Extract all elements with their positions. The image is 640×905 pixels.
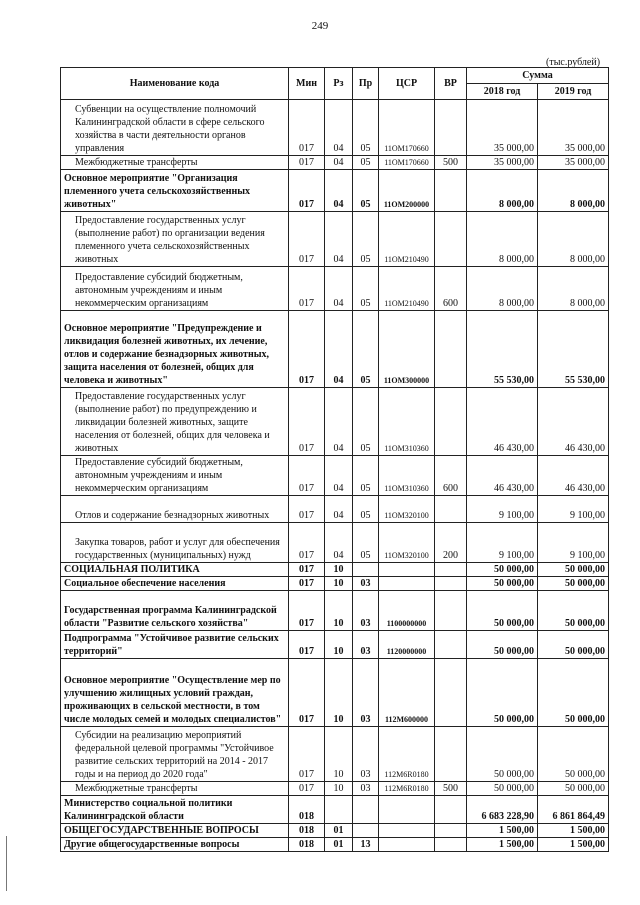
cell-y2019: 1 500,00 [538, 824, 609, 838]
table-row [61, 838, 609, 852]
cell-pr: 05 [353, 456, 379, 496]
cell-vr [435, 170, 467, 212]
cell-vr: 600 [435, 456, 467, 496]
cell-pr: 05 [353, 496, 379, 523]
table-row [61, 659, 609, 727]
cell-csr [379, 577, 435, 591]
cell-min: 017 [289, 659, 325, 727]
cell-min: 017 [289, 496, 325, 523]
cell-min: 017 [289, 311, 325, 388]
cell-csr: 1100000000 [379, 591, 435, 631]
cell-pr: 05 [353, 388, 379, 456]
cell-y2018: 50 000,00 [467, 631, 538, 659]
header-csr: ЦСР [379, 68, 435, 100]
cell-csr: 112М6R0180 [379, 727, 435, 782]
cell-pr: 03 [353, 591, 379, 631]
cell-min: 017 [289, 782, 325, 796]
cell-pr: 05 [353, 523, 379, 563]
cell-csr: 11ОМ310360 [379, 456, 435, 496]
cell-min: 017 [289, 631, 325, 659]
cell-name: ОБЩЕГОСУДАРСТВЕННЫЕ ВОПРОСЫ [61, 824, 289, 838]
cell-rz: 10 [325, 591, 353, 631]
table-row [61, 267, 609, 311]
cell-y2019: 50 000,00 [538, 727, 609, 782]
cell-name: Предоставление субсидий бюджетным, автономным учреждениям и иным некоммерческим организациям [61, 267, 289, 311]
table-row [61, 796, 609, 824]
table-row [61, 523, 609, 563]
cell-y2018: 50 000,00 [467, 727, 538, 782]
units-label: (тыс.рублей) [546, 57, 601, 68]
cell-y2019: 8 000,00 [538, 267, 609, 311]
cell-rz: 04 [325, 170, 353, 212]
cell-y2019: 8 000,00 [538, 212, 609, 267]
cell-csr: 11ОМ170660 [379, 100, 435, 156]
cell-name: Другие общегосударственные вопросы [61, 838, 289, 852]
cell-csr: 11ОМ310360 [379, 388, 435, 456]
cell-y2018: 46 430,00 [467, 388, 538, 456]
cell-pr: 05 [353, 212, 379, 267]
cell-y2018: 50 000,00 [467, 659, 538, 727]
table-row [61, 727, 609, 782]
header-pr: Пр [353, 68, 379, 100]
header-min: Мин [289, 68, 325, 100]
table-row [61, 577, 609, 591]
cell-rz: 10 [325, 659, 353, 727]
cell-csr: 11ОМ300000 [379, 311, 435, 388]
cell-y2018: 50 000,00 [467, 591, 538, 631]
cell-vr [435, 577, 467, 591]
cell-vr [435, 212, 467, 267]
cell-rz: 10 [325, 782, 353, 796]
cell-csr [379, 796, 435, 824]
cell-name: Основное мероприятие "Осуществление мер по улучшению жилищных условий граждан, проживающих в сельской местности, в том числе молодых семей и молодых специалистов" [61, 659, 289, 727]
table-row [61, 100, 609, 156]
cell-y2018: 9 100,00 [467, 496, 538, 523]
table-row [61, 456, 609, 496]
table-row [61, 170, 609, 212]
cell-vr [435, 659, 467, 727]
cell-y2018: 8 000,00 [467, 170, 538, 212]
cell-y2018: 8 000,00 [467, 267, 538, 311]
cell-rz: 04 [325, 523, 353, 563]
cell-y2019: 50 000,00 [538, 631, 609, 659]
cell-csr: 112М600000 [379, 659, 435, 727]
cell-vr: 600 [435, 267, 467, 311]
cell-vr [435, 388, 467, 456]
cell-pr: 05 [353, 156, 379, 170]
header-2018: 2018 год [467, 84, 538, 100]
cell-rz: 04 [325, 100, 353, 156]
cell-min: 017 [289, 100, 325, 156]
cell-csr: 1120000000 [379, 631, 435, 659]
cell-pr: 13 [353, 838, 379, 852]
cell-y2019: 8 000,00 [538, 170, 609, 212]
cell-min: 018 [289, 838, 325, 852]
cell-y2019: 9 100,00 [538, 523, 609, 563]
cell-min: 018 [289, 824, 325, 838]
cell-vr [435, 796, 467, 824]
cell-rz: 10 [325, 727, 353, 782]
cell-csr: 11ОМ210490 [379, 212, 435, 267]
cell-pr: 03 [353, 659, 379, 727]
cell-min: 017 [289, 212, 325, 267]
cell-name: Субвенции на осуществление полномочий Калининградской области в сфере сельского хозяйства в части деятельности органов управления [61, 100, 289, 156]
cell-name: Предоставление государственных услуг (выполнение работ) по организации ведения племенного учета сельскохозяйственных животных [61, 212, 289, 267]
cell-name: Социальное обеспечение населения [61, 577, 289, 591]
cell-csr: 112М6R0180 [379, 782, 435, 796]
cell-pr: 03 [353, 727, 379, 782]
cell-vr [435, 100, 467, 156]
cell-rz: 04 [325, 388, 353, 456]
header-2019: 2019 год [538, 84, 609, 100]
cell-y2018: 35 000,00 [467, 100, 538, 156]
cell-pr: 03 [353, 782, 379, 796]
cell-name: Основное мероприятие "Предупреждение и ликвидация болезней животных, их лечение, отлов и содержание безнадзорных животных, защита населения от болезней, общих для человека и животных" [61, 311, 289, 388]
table-row [61, 156, 609, 170]
cell-csr [379, 563, 435, 577]
cell-name: Закупка товаров, работ и услуг для обеспечения государственных (муниципальных) нужд [61, 523, 289, 563]
cell-rz: 04 [325, 456, 353, 496]
cell-y2018: 1 500,00 [467, 838, 538, 852]
margin-mark [6, 836, 7, 891]
cell-y2019: 35 000,00 [538, 156, 609, 170]
cell-pr: 05 [353, 170, 379, 212]
cell-y2018: 50 000,00 [467, 563, 538, 577]
cell-pr [353, 796, 379, 824]
cell-y2018: 35 000,00 [467, 156, 538, 170]
cell-pr [353, 563, 379, 577]
cell-rz: 10 [325, 631, 353, 659]
table-body [61, 100, 609, 852]
header-name: Наименование кода [61, 68, 289, 100]
cell-min: 018 [289, 796, 325, 824]
table-row [61, 388, 609, 456]
table-row [61, 563, 609, 577]
cell-y2019: 50 000,00 [538, 563, 609, 577]
cell-y2018: 50 000,00 [467, 577, 538, 591]
cell-y2019: 46 430,00 [538, 456, 609, 496]
cell-name: Предоставление субсидий бюджетным, автономным учреждениям и иным некоммерческим организациям [61, 456, 289, 496]
cell-rz: 01 [325, 838, 353, 852]
cell-pr: 03 [353, 577, 379, 591]
cell-min: 017 [289, 170, 325, 212]
cell-min: 017 [289, 267, 325, 311]
cell-y2019: 6 861 864,49 [538, 796, 609, 824]
cell-rz: 04 [325, 212, 353, 267]
cell-csr: 11ОМ210490 [379, 267, 435, 311]
cell-vr [435, 824, 467, 838]
cell-min: 017 [289, 563, 325, 577]
table-row [61, 212, 609, 267]
cell-min: 017 [289, 523, 325, 563]
cell-csr: 11ОМ200000 [379, 170, 435, 212]
cell-y2019: 50 000,00 [538, 659, 609, 727]
cell-name: СОЦИАЛЬНАЯ ПОЛИТИКА [61, 563, 289, 577]
cell-y2018: 1 500,00 [467, 824, 538, 838]
cell-csr [379, 838, 435, 852]
cell-vr: 500 [435, 782, 467, 796]
table-row [61, 782, 609, 796]
cell-y2019: 46 430,00 [538, 388, 609, 456]
cell-name: Межбюджетные трансферты [61, 782, 289, 796]
cell-pr [353, 824, 379, 838]
cell-vr [435, 563, 467, 577]
table-row [61, 311, 609, 388]
cell-vr [435, 311, 467, 388]
table-row [61, 591, 609, 631]
cell-vr [435, 591, 467, 631]
cell-rz [325, 796, 353, 824]
cell-csr: 11ОМ320100 [379, 523, 435, 563]
cell-y2019: 50 000,00 [538, 591, 609, 631]
cell-y2019: 55 530,00 [538, 311, 609, 388]
cell-y2018: 9 100,00 [467, 523, 538, 563]
cell-rz: 04 [325, 311, 353, 388]
cell-vr: 500 [435, 156, 467, 170]
header-vr: ВР [435, 68, 467, 100]
cell-csr: 11ОМ320100 [379, 496, 435, 523]
cell-rz: 10 [325, 577, 353, 591]
cell-pr: 05 [353, 100, 379, 156]
table-row [61, 824, 609, 838]
cell-name: Отлов и содержание безнадзорных животных [61, 496, 289, 523]
cell-min: 017 [289, 577, 325, 591]
cell-pr: 05 [353, 267, 379, 311]
budget-table [60, 67, 609, 852]
cell-y2018: 55 530,00 [467, 311, 538, 388]
cell-y2019: 1 500,00 [538, 838, 609, 852]
cell-y2019: 50 000,00 [538, 577, 609, 591]
cell-name: Межбюджетные трансферты [61, 156, 289, 170]
cell-name: Подпрограмма "Устойчивое развитие сельских территорий" [61, 631, 289, 659]
cell-min: 017 [289, 456, 325, 496]
cell-vr [435, 727, 467, 782]
cell-rz: 10 [325, 563, 353, 577]
cell-pr: 03 [353, 631, 379, 659]
cell-rz: 04 [325, 496, 353, 523]
cell-y2018: 46 430,00 [467, 456, 538, 496]
cell-y2018: 8 000,00 [467, 212, 538, 267]
cell-name: Государственная программа Калининградской области "Развитие сельского хозяйства" [61, 591, 289, 631]
cell-y2019: 35 000,00 [538, 100, 609, 156]
cell-y2018: 50 000,00 [467, 782, 538, 796]
cell-rz: 04 [325, 267, 353, 311]
header-rz: Рз [325, 68, 353, 100]
table-row [61, 631, 609, 659]
cell-name: Предоставление государственных услуг (выполнение работ) по предупреждению и ликвидации болезней животных, защите населения от болезней, общих для человека и животных [61, 388, 289, 456]
cell-vr: 200 [435, 523, 467, 563]
cell-name: Субсидии на реализацию мероприятий федеральной целевой программы "Устойчивое развитие сельских территорий на 2014 - 2017 годы и на период до 2020 года" [61, 727, 289, 782]
cell-min: 017 [289, 727, 325, 782]
cell-vr [435, 838, 467, 852]
table-row [61, 496, 609, 523]
cell-name: Министерство социальной политики Калининградской области [61, 796, 289, 824]
cell-vr [435, 496, 467, 523]
cell-pr: 05 [353, 311, 379, 388]
cell-y2018: 6 683 228,90 [467, 796, 538, 824]
cell-min: 017 [289, 591, 325, 631]
page-number: 249 [311, 20, 329, 32]
cell-min: 017 [289, 388, 325, 456]
cell-csr [379, 824, 435, 838]
cell-csr: 11ОМ170660 [379, 156, 435, 170]
cell-rz: 01 [325, 824, 353, 838]
cell-vr [435, 631, 467, 659]
cell-y2019: 50 000,00 [538, 782, 609, 796]
cell-name: Основное мероприятие "Организация племенного учета сельскохозяйственных животных" [61, 170, 289, 212]
header-sum: Сумма [467, 68, 609, 84]
cell-min: 017 [289, 156, 325, 170]
cell-rz: 04 [325, 156, 353, 170]
cell-y2019: 9 100,00 [538, 496, 609, 523]
